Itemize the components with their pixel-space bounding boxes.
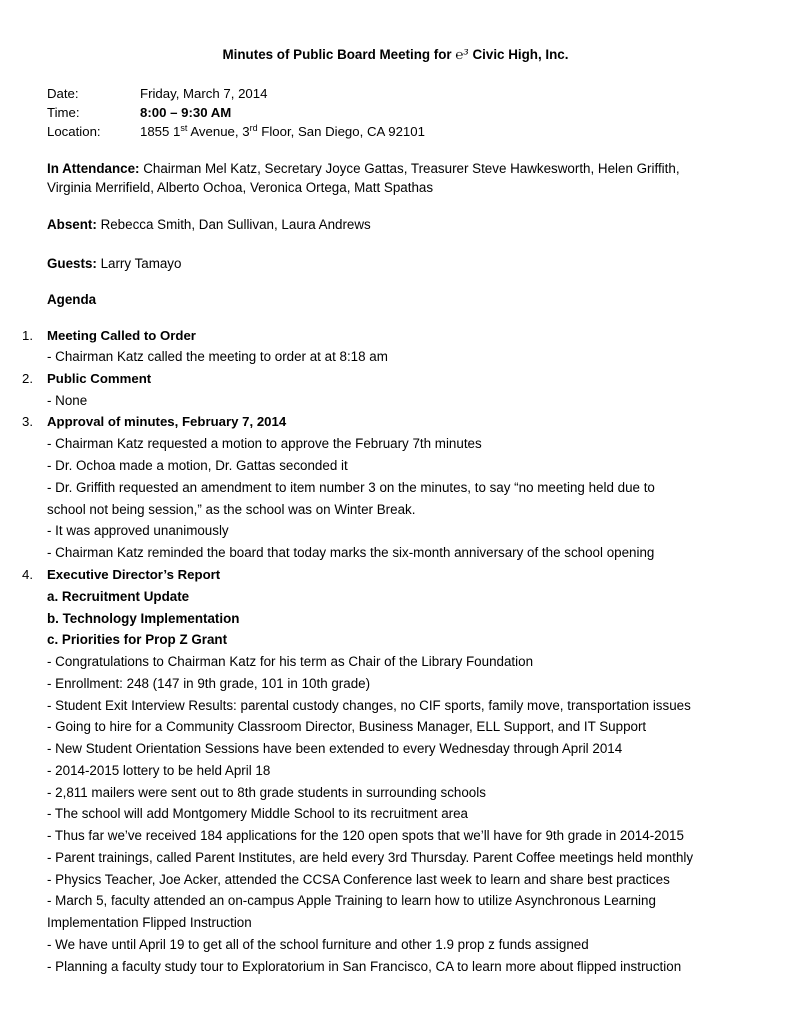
item4-line: - Congratulations to Chairman Katz for his term as Chair of the Library Foundation: [47, 654, 534, 669]
attendance-line-1: [47, 160, 680, 178]
absent-line: [47, 216, 371, 234]
agenda-item-number: 3.: [22, 414, 34, 429]
absent-label: Absent:: [47, 217, 97, 232]
attendance-label: In Attendance:: [47, 161, 140, 176]
agenda-item-heading: Meeting Called to Order: [47, 328, 196, 343]
location-sup-rd: rd: [249, 123, 258, 133]
item4-line: - Physics Teacher, Joe Acker, attended the CCSA Conference last week to learn and share best practices: [47, 872, 670, 887]
attendance-line-2: Virginia Merrifield, Alberto Ochoa, Veronica Ortega, Matt Spathas: [47, 180, 434, 195]
item4-subheading: c. Priorities for Prop Z Grant: [47, 632, 228, 647]
item4-line: - Planning a faculty study tour to Exploratorium in San Francisco, CA to learn more about flipped instruction: [47, 959, 682, 974]
title-suffix: Civic High, Inc.: [468, 47, 569, 62]
agenda-item-number: 4.: [22, 567, 34, 582]
agenda-item-heading: Executive Director’s Report: [47, 567, 221, 582]
agenda-item-heading: Public Comment: [47, 371, 152, 386]
date-label: Date:: [47, 86, 79, 101]
guests-names: Larry Tamayo: [96, 256, 182, 271]
item4-line: - 2,811 mailers were sent out to 8th grade students in surrounding schools: [47, 785, 486, 800]
agenda-item-number: 2.: [22, 371, 34, 386]
item2-line: - None: [47, 393, 88, 408]
item3-line: - Dr. Griffith requested an amendment to item number 3 on the minutes, to say “no meeting held due to: [47, 480, 655, 495]
location-part-3: Floor, San Diego, CA 92101: [257, 124, 425, 139]
title-prefix: Minutes of Public Board Meeting for: [222, 47, 456, 62]
item4-line: - The school will add Montgomery Middle School to its recruitment area: [47, 806, 469, 821]
item4-line: - New Student Orientation Sessions have been extended to every Wednesday through April 2014: [47, 741, 623, 756]
time-value: 8:00 – 9:30 AM: [140, 105, 232, 120]
attendance-names-1: Chairman Mel Katz, Secretary Joyce Gattas, Treasurer Steve Hawkesworth, Helen Griffith,: [139, 161, 680, 176]
item4-line: - Going to hire for a Community Classroom Director, Business Manager, ELL Support, and IT Support: [47, 719, 647, 734]
item3-line: - Dr. Ochoa made a motion, Dr. Gattas seconded it: [47, 458, 348, 473]
e3-logo-glyph: ℮³: [455, 48, 469, 63]
item4-subheading: b. Technology Implementation: [47, 611, 240, 626]
time-label: Time:: [47, 105, 80, 120]
guests-label: Guests:: [47, 256, 97, 271]
location-part-2: Avenue, 3: [187, 124, 250, 139]
item4-line: - We have until April 19 to get all of the school furniture and other 1.9 prop z funds assigned: [47, 937, 589, 952]
item4-line: - 2014-2015 lottery to be held April 18: [47, 763, 271, 778]
item4-line: - Enrollment: 248 (147 in 9th grade, 101 in 10th grade): [47, 676, 371, 691]
item3-line: - Chairman Katz requested a motion to approve the February 7th minutes: [47, 436, 482, 451]
page-title: [0, 47, 791, 63]
guests-line: [47, 255, 181, 273]
location-part-1: 1855 1: [140, 124, 181, 139]
date-value: Friday, March 7, 2014: [140, 86, 268, 101]
location-label: Location:: [47, 124, 101, 139]
item4-line: - Student Exit Interview Results: parental custody changes, no CIF sports, family move, transportation issues: [47, 698, 691, 713]
item1-line: - Chairman Katz called the meeting to order at at 8:18 am: [47, 349, 388, 364]
agenda-item-heading: Approval of minutes, February 7, 2014: [47, 414, 287, 429]
location-value: [140, 123, 425, 141]
agenda-item-number: 1.: [22, 328, 34, 343]
absent-names: Rebecca Smith, Dan Sullivan, Laura Andrews: [96, 217, 371, 232]
item3-line: school not being session,” as the school was on Winter Break.: [47, 502, 416, 517]
item4-line: - Thus far we’ve received 184 applications for the 120 open spots that we’ll have for 9th grade in 2014-2015: [47, 828, 684, 843]
item4-line: - Parent trainings, called Parent Institutes, are held every 3rd Thursday. Parent Coffee meetings held monthly: [47, 850, 694, 865]
item3-line: - It was approved unanimously: [47, 523, 229, 538]
location-sup-st: st: [180, 123, 188, 133]
item3-line: - Chairman Katz reminded the board that today marks the six-month anniversary of the school opening: [47, 545, 655, 560]
item4-line: Implementation Flipped Instruction: [47, 915, 252, 930]
item4-line: - March 5, faculty attended an on-campus Apple Training to learn how to utilize Asynchronous Learning: [47, 893, 656, 908]
item4-subheading: a. Recruitment Update: [47, 589, 190, 604]
agenda-heading: Agenda: [47, 292, 97, 307]
